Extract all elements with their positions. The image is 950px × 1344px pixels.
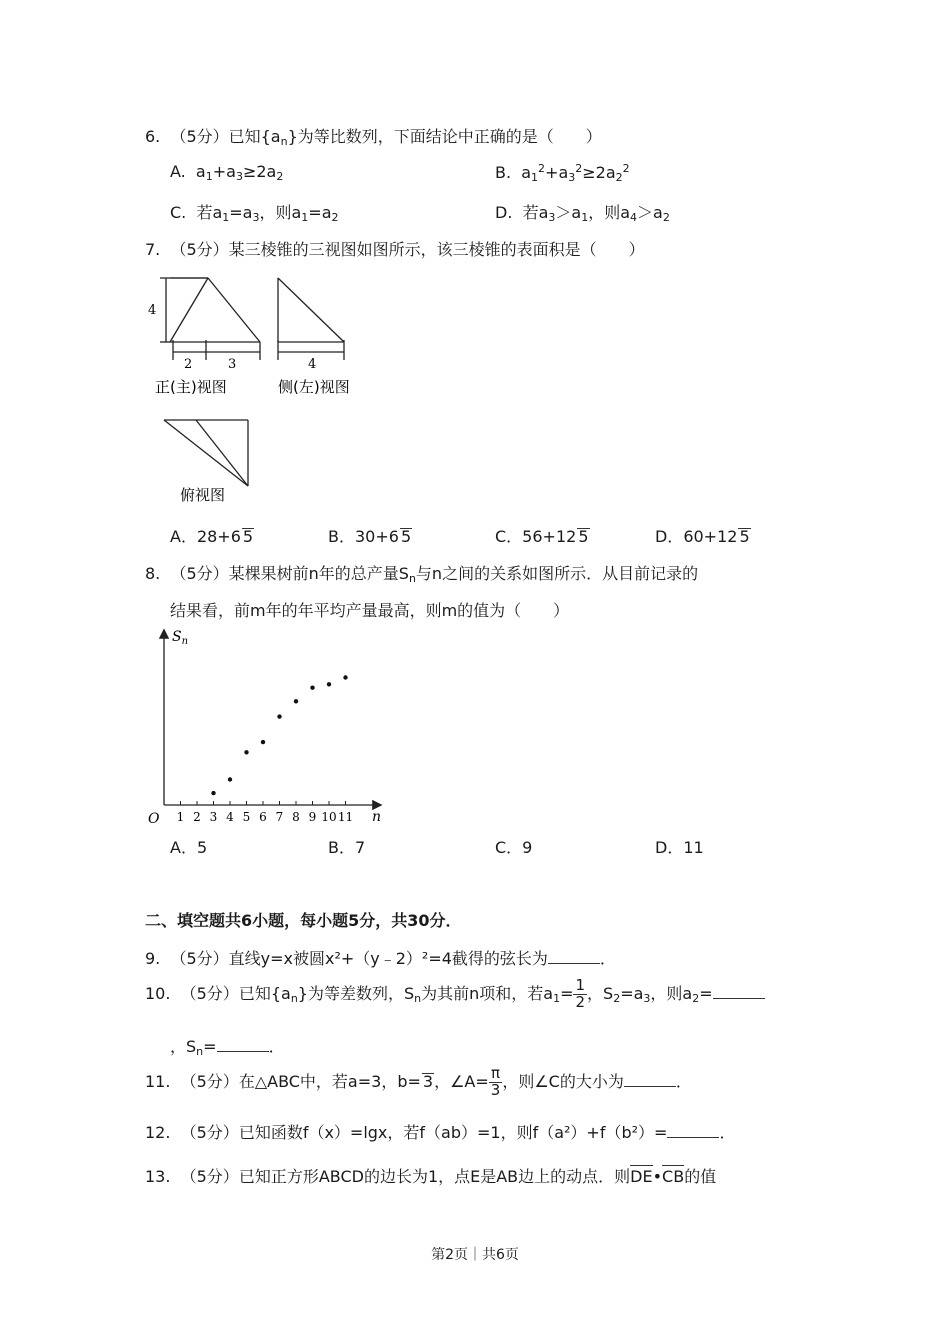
y-axis-label: $S_n$ xyxy=(172,629,189,647)
x-tick-label: 6 xyxy=(259,810,267,824)
q7-stem: 7. （5分）某三棱锥的三视图如图所示，该三棱锥的表面积是（ ） xyxy=(145,240,645,259)
answer-blank[interactable] xyxy=(624,1072,676,1087)
dimension-3: 3 xyxy=(228,357,237,372)
q8-stem-line2: 结果看，前m年的年平均产量最高，则m的值为（ ） xyxy=(170,601,570,620)
dimension-2: 2 xyxy=(184,357,193,372)
q8-option-a: A．5 xyxy=(170,838,208,857)
origin-label: O xyxy=(148,811,160,827)
x-tick-label: 10 xyxy=(321,810,337,824)
answer-blank[interactable] xyxy=(548,949,600,964)
q11: 11. （5分）在△ABC中，若a=3，b= 3，∠A= $\frac{\pi}{3}$ ，则∠C的大小为 ． xyxy=(145,1064,692,1099)
q8-option-d: D．11 xyxy=(655,838,704,857)
q13: 13. （5分）已知正方形ABCD的边长为1，点E是AB边上的动点．则DE•CB的值 xyxy=(145,1167,717,1186)
front-view-label: 正(主)视图 xyxy=(155,378,227,396)
dimension-4-side: 4 xyxy=(308,357,317,372)
x-tick-label: 11 xyxy=(337,810,354,824)
q7-option-a: A．28+6 5 xyxy=(170,527,254,546)
fraction-one-half: $\frac{1}{2}$ xyxy=(575,976,586,1011)
vector-de: DE xyxy=(630,1167,653,1186)
vector-cb: CB xyxy=(662,1167,685,1186)
q6-stem: 6. （5分）已知$\{a_n\}$为等比数列，下面结论中正确的是（ ） xyxy=(145,127,602,148)
section-2-heading: 二、填空题共6小题，每小题5分，共30分． xyxy=(145,911,462,930)
data-point xyxy=(294,699,298,703)
fraction-pi-over-3: $\frac{\pi}{3}$ xyxy=(490,1064,501,1099)
q10-line2: ，$S_n=$ ． xyxy=(170,1037,285,1058)
q8-option-c: C．9 xyxy=(495,838,533,857)
answer-blank[interactable] xyxy=(217,1037,269,1052)
data-point xyxy=(343,675,347,679)
q9: 9. （5分）直线y=x被圆x²+（y﹣2）²=4截得的弦长为 ． xyxy=(145,949,616,968)
x-tick-label: 5 xyxy=(242,810,251,824)
data-point xyxy=(261,740,265,744)
scatter-chart xyxy=(140,625,390,830)
q6-option-a: A. $a_1+a_3\ge 2a_2$ xyxy=(170,162,284,183)
x-tick-label: 8 xyxy=(292,810,300,824)
x-tick-label: 2 xyxy=(193,810,201,824)
x-tick-label: 7 xyxy=(275,810,284,824)
data-point xyxy=(228,777,232,781)
dimension-4-front: 4 xyxy=(148,303,157,318)
data-point xyxy=(211,791,215,795)
data-point xyxy=(277,714,281,718)
answer-blank[interactable] xyxy=(713,984,765,999)
data-point xyxy=(310,686,314,690)
x-axis-label: n xyxy=(372,809,382,825)
page-footer: 第2页｜共6页 xyxy=(431,1247,519,1263)
three-view-figure xyxy=(140,268,380,518)
x-tick-label: 9 xyxy=(308,810,317,824)
q7-option-d: D．60+12 5 xyxy=(655,527,750,546)
q8-option-b: B．7 xyxy=(328,838,366,857)
x-tick-label: 1 xyxy=(176,810,185,824)
data-point xyxy=(327,682,331,686)
q6-option-c: C. 若$a_1=a_3$，则$a_1=a_2$ xyxy=(170,203,339,224)
answer-blank[interactable] xyxy=(667,1123,719,1138)
data-point xyxy=(244,750,248,754)
top-view xyxy=(164,420,248,486)
side-view-label: 侧(左)视图 xyxy=(278,378,350,396)
q6-option-d: D. 若$a_3>a_1$，则$a_4>a_2$ xyxy=(495,203,670,224)
q7-option-c: C．56+12 5 xyxy=(495,527,589,546)
x-tick-label: 4 xyxy=(226,810,234,824)
top-view-label: 俯视图 xyxy=(180,486,226,504)
q7-option-b: B．30+6 5 xyxy=(328,527,412,546)
front-view xyxy=(160,278,260,360)
q6-option-b: B. $a_1^2+a_3^2\ge 2a_2^2$ xyxy=(495,162,630,184)
x-tick-label: 3 xyxy=(209,810,218,824)
q12: 12. （5分）已知函数f（x）=lgx，若f（ab）=1，则f（a²）+f（b²）= ． xyxy=(145,1123,736,1142)
side-view xyxy=(278,278,344,360)
q8-stem-line1: 8. （5分）某棵果树前n年的总产量$S_n$与n之间的关系如图所示．从目前记录的 xyxy=(145,564,699,585)
q10-line1: 10. （5分）已知$\{a_n\}$为等差数列，$S_n$为其前n项和，若$a_1=$ $\frac{1}{2}$ ，$S_2=a_3$，则$a_2=$ xyxy=(145,978,765,1011)
